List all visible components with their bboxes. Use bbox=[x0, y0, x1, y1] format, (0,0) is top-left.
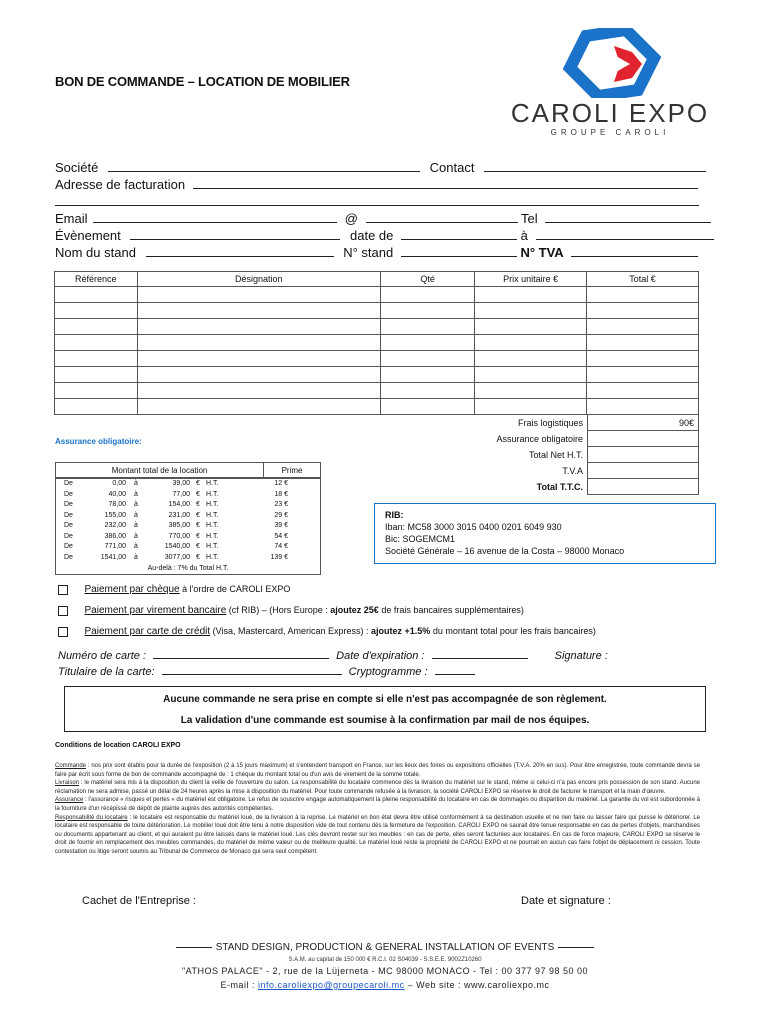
insurance-cell: € bbox=[196, 553, 200, 561]
carte-checkbox[interactable] bbox=[58, 627, 68, 637]
order-cell[interactable] bbox=[587, 383, 699, 399]
virement-checkbox[interactable] bbox=[58, 606, 68, 616]
order-cell[interactable] bbox=[587, 319, 699, 335]
order-row bbox=[55, 335, 699, 351]
order-cell[interactable] bbox=[55, 399, 138, 415]
col-prix-unitaire: Prix unitaire € bbox=[475, 272, 587, 287]
insurance-cell: H.T. bbox=[206, 511, 219, 519]
order-cell[interactable] bbox=[137, 335, 381, 351]
order-cell[interactable] bbox=[55, 287, 138, 303]
societe-label: Société bbox=[55, 160, 99, 175]
insurance-cell: 29 € bbox=[274, 511, 288, 519]
insurance-cell: 78,00 bbox=[108, 501, 126, 508]
insurance-cell: 770,00 bbox=[168, 532, 190, 540]
insurance-cell: € bbox=[196, 480, 200, 487]
totals-label: Total T.T.C. bbox=[479, 479, 588, 495]
footer-tagline-text: STAND DESIGN, PRODUCTION & GENERAL INSTALLATION OF EVENTS bbox=[215, 942, 555, 953]
order-cell[interactable] bbox=[587, 367, 699, 383]
cryptogramme-field[interactable] bbox=[435, 662, 475, 675]
order-cell[interactable] bbox=[475, 383, 587, 399]
order-cell[interactable] bbox=[381, 383, 475, 399]
card-row-1 bbox=[58, 646, 608, 662]
order-row bbox=[55, 287, 699, 303]
insurance-cell: H.T. bbox=[206, 543, 219, 550]
insurance-cell: 385,00 bbox=[168, 522, 190, 529]
totals-label: T.V.A bbox=[479, 463, 588, 479]
rib-bic: Bic: SOGEMCM1 bbox=[385, 534, 456, 544]
n-stand-label: N° stand bbox=[343, 245, 394, 260]
order-cell[interactable] bbox=[137, 351, 381, 367]
insurance-row bbox=[56, 553, 320, 564]
insurance-cell: à bbox=[134, 543, 138, 550]
n-stand-field[interactable] bbox=[401, 244, 517, 257]
tel-label: Tel bbox=[520, 211, 538, 226]
order-cell[interactable] bbox=[381, 351, 475, 367]
payment-virement bbox=[58, 605, 524, 616]
insurance-cell: 139 € bbox=[270, 553, 288, 561]
insurance-cell: 12 € bbox=[274, 480, 288, 487]
order-table bbox=[54, 271, 699, 415]
logo-subtitle: GROUPE CAROLI bbox=[550, 128, 670, 137]
order-cell[interactable] bbox=[587, 399, 699, 415]
insurance-row bbox=[56, 500, 320, 511]
insurance-cell: 54 € bbox=[274, 532, 288, 540]
totals-row bbox=[479, 447, 699, 463]
evenement-field[interactable] bbox=[130, 227, 340, 240]
insurance-row bbox=[56, 521, 320, 532]
insurance-cell: 0,00 bbox=[112, 480, 126, 487]
order-cell[interactable] bbox=[137, 303, 381, 319]
form-row-stand bbox=[55, 244, 698, 260]
insurance-cell: De bbox=[64, 553, 73, 561]
insurance-row bbox=[56, 542, 320, 553]
totals-value[interactable] bbox=[588, 479, 699, 495]
n-tva-label: N° TVA bbox=[520, 245, 564, 260]
insurance-cell: 39,00 bbox=[172, 480, 190, 487]
order-cell[interactable] bbox=[137, 367, 381, 383]
insurance-cell: 1540,00 bbox=[164, 543, 190, 550]
footer-contact bbox=[0, 980, 770, 990]
insurance-cell: De bbox=[64, 511, 73, 519]
insurance-row bbox=[56, 532, 320, 543]
evenement-label: Évènement bbox=[55, 228, 121, 243]
insurance-cell: € bbox=[196, 511, 200, 519]
order-cell[interactable] bbox=[137, 399, 381, 415]
titulaire-label: Titulaire de la carte: bbox=[58, 666, 155, 678]
virement-bold: ajoutez 25€ bbox=[330, 605, 379, 615]
cond-livraison: : le matériel sera mis à la disposition du client la veille de l'ouverture du salon. La responsabilité du locataire commence dès la livraison du matériel sur le stand, même si celui-ci n'a pas encore pris possession de son stand. Aucune réclamation ne sera admise, passé un délai de 24 heures après la mise à disposition du matériel. Pour toute commande refusée à la livraison, la société CAROLI EXPO se réserve le droit de facturer le transport et la main d'œuvre. bbox=[55, 780, 700, 795]
date-de-label: date de bbox=[350, 228, 394, 243]
totals-label: Frais logistiques bbox=[479, 415, 588, 431]
insurance-cell: De bbox=[64, 501, 73, 508]
insurance-row bbox=[56, 479, 320, 490]
conditions-text bbox=[55, 762, 700, 857]
footer-tagline bbox=[0, 942, 770, 953]
totals-row bbox=[479, 415, 699, 431]
cond-resp: : le locataire est responsable du matériel loué, de la livraison à la reprise. Le matériel en bon état devra être utilisé conformément à sa destination usuelle et ne rien faire ou laisser faire qui puisse le détériorer. Le locataire est responsable de toute détérioration. Le mobilier loué doit être tenu à notre disposition vide de tout contenu dès la fermeture de l'exposition. CAROLI EXPO ne saurait être tenue responsable en cas de pertes d'objets, marchandises ou documents appartenant au client, et qui auraient pu être laissés dans le matériel loué. Les clés devront rester sur les meubles : en cas de perte, elles seront facturées aux locataires. En cas de force majeure, CAROLI EXPO se réserve le droit de fournir en remplacement des meubles commandés, du matériel de même valeur ou de meilleure qualité. Le matériel loué reste la propriété de CAROLI EXPO et ne pourrait en aucun cas faire l'objet de déplacement ni cession. Toute contestation ou litige seront soumis au Tribunal de Commerce de Monaco qui sera seul compétent. bbox=[55, 814, 701, 855]
carte-rest2: du montant total pour les frais bancaires) bbox=[430, 626, 596, 636]
adresse-label: Adresse de facturation bbox=[55, 177, 186, 192]
email-label: Email bbox=[55, 211, 88, 226]
order-cell[interactable] bbox=[587, 287, 699, 303]
footer-address: "ATHOS PALACE" - 2, rue de la Lüjerneta - MC 98000 MONACO - Tel : 00 377 97 98 50 00 bbox=[181, 966, 589, 976]
cond-assurance: : l'assurance « risques et pertes » du matériel est obligatoire. Le refus de souscrire engage automatiquement la pleine responsabilité du locataire en cas de dommages ou disparition du matériel. La garantie du vol est subordonnée à la fourniture d'un récépissé de dépôt de plainte auprès des autorités compétentes. bbox=[55, 797, 700, 812]
insurance-cell: à bbox=[134, 532, 138, 540]
tel-field[interactable] bbox=[545, 210, 711, 223]
totals-value[interactable] bbox=[588, 447, 699, 463]
form-row-societe bbox=[55, 159, 706, 175]
insurance-cell: De bbox=[64, 532, 73, 540]
insurance-col-amount: Montant total de la location bbox=[56, 463, 264, 478]
insurance-beyond: Au-delà : 7% du Total H.T. bbox=[147, 565, 229, 572]
insurance-cell: H.T. bbox=[206, 532, 219, 540]
insurance-table bbox=[55, 462, 321, 575]
footer-legal: S.A.M. au capital de 150 000 € R.C.I. 02 S04039 - S.S.E.E. 9002Z10260 bbox=[288, 957, 482, 963]
insurance-cell: 231,00 bbox=[168, 511, 190, 519]
virement-rest1: (cf RIB) – (Hors Europe : bbox=[226, 605, 331, 615]
order-cell[interactable] bbox=[475, 287, 587, 303]
insurance-cell: € bbox=[196, 532, 200, 540]
insurance-cell: 23 € bbox=[274, 501, 288, 508]
insurance-cell: à bbox=[134, 490, 138, 498]
order-row bbox=[55, 303, 699, 319]
insurance-cell: H.T. bbox=[206, 490, 219, 498]
email-domain-field[interactable] bbox=[366, 210, 518, 223]
order-row bbox=[55, 319, 699, 335]
notice-box bbox=[64, 686, 706, 732]
totals-label: Assurance obligatoire bbox=[479, 431, 588, 447]
footer-email-prefix: E-mail : bbox=[220, 980, 258, 990]
contact-field[interactable] bbox=[484, 159, 706, 172]
insurance-body bbox=[55, 478, 321, 575]
at-label: @ bbox=[344, 211, 358, 226]
cond-resp-label: Responsabilité du locataire bbox=[55, 814, 128, 821]
notice-line-2: La validation d'une commande est soumise à la confirmation par mail de nos équipes. bbox=[180, 715, 590, 726]
order-cell[interactable] bbox=[381, 303, 475, 319]
cheque-rest: à l'ordre de CAROLI EXPO bbox=[179, 584, 291, 594]
order-cell[interactable] bbox=[475, 399, 587, 415]
virement-rest2: de frais bancaires supplémentaires) bbox=[378, 605, 524, 615]
col-designation: Désignation bbox=[137, 272, 381, 287]
notice-line-1: Aucune commande ne sera prise en compte si elle n'est pas accompagnée de son règlement. bbox=[163, 694, 607, 705]
insurance-cell: De bbox=[64, 543, 73, 550]
order-cell[interactable] bbox=[55, 351, 138, 367]
date-a-field[interactable] bbox=[536, 227, 714, 240]
insurance-cell: à bbox=[134, 501, 138, 508]
insurance-cell: 771,00 bbox=[104, 543, 126, 550]
col-reference: Référence bbox=[55, 272, 138, 287]
insurance-row bbox=[56, 490, 320, 501]
totals-value[interactable] bbox=[588, 431, 699, 447]
logo-name: CAROLI EXPO bbox=[510, 98, 710, 128]
insurance-cell: 40,00 bbox=[108, 490, 126, 498]
order-cell[interactable] bbox=[55, 367, 138, 383]
insurance-cell: 386,00 bbox=[104, 532, 126, 540]
cond-livraison-label: Livraison bbox=[55, 780, 80, 787]
order-row bbox=[55, 351, 699, 367]
order-cell[interactable] bbox=[55, 319, 138, 335]
societe-field[interactable] bbox=[108, 159, 420, 172]
order-cell[interactable] bbox=[587, 303, 699, 319]
payment-carte bbox=[58, 626, 596, 637]
card-number-field[interactable] bbox=[153, 646, 329, 659]
virement-label: Paiement par virement bancaire bbox=[84, 605, 227, 616]
totals-label: Total Net H.T. bbox=[479, 447, 588, 463]
order-cell[interactable] bbox=[381, 287, 475, 303]
insurance-cell: H.T. bbox=[206, 501, 219, 508]
insurance-cell: 39 € bbox=[274, 522, 288, 529]
order-cell[interactable] bbox=[137, 287, 381, 303]
page-title: BON DE COMMANDE – LOCATION DE MOBILIER bbox=[55, 74, 350, 89]
insurance-cell: 1541,00 bbox=[100, 553, 126, 561]
cond-assurance-label: Assurance bbox=[55, 797, 84, 804]
carte-bold: ajoutez +1.5% bbox=[371, 626, 431, 636]
footer-web: – Web site : www.caroliexpo.mc bbox=[404, 980, 550, 990]
col-total: Total € bbox=[587, 272, 699, 287]
order-row bbox=[55, 399, 699, 415]
signature-label: Signature : bbox=[554, 650, 608, 662]
order-cell[interactable] bbox=[381, 335, 475, 351]
order-row bbox=[55, 367, 699, 383]
insurance-col-premium: Prime bbox=[264, 463, 321, 478]
insurance-cell: H.T. bbox=[206, 480, 219, 487]
order-cell[interactable] bbox=[475, 303, 587, 319]
totals-row bbox=[479, 463, 699, 479]
order-cell[interactable] bbox=[381, 319, 475, 335]
order-cell[interactable] bbox=[381, 399, 475, 415]
form-row-email bbox=[55, 210, 711, 226]
cond-commande: : nos prix sont établis pour la durée de l'exposition (2 à 15 jours maximum) et s'entendent transport en France, sur les lieux des foires ou expositions officielles (T.V.A. 20% en sus). Pour être enregistrée, toute commande devra se faire par écrit sous forme de bon de commande accompagné de : 1 chèque du montant total ou d'un avis de virement de la somme totale. bbox=[55, 763, 700, 778]
footer-email-link[interactable]: info.caroliexpo@groupecaroli.mc bbox=[257, 980, 405, 990]
rib-bank: Société Générale – 16 avenue de la Costa – 98000 Monaco bbox=[385, 546, 625, 556]
insurance-cell: De bbox=[64, 490, 73, 498]
insurance-cell: De bbox=[64, 480, 73, 487]
insurance-cell: H.T. bbox=[206, 522, 219, 529]
expiration-field[interactable] bbox=[432, 646, 528, 659]
insurance-cell: à bbox=[134, 480, 138, 487]
insurance-cell: 155,00 bbox=[104, 511, 126, 519]
order-row bbox=[55, 383, 699, 399]
carte-rest1: (Visa, Mastercard, American Express) : bbox=[210, 626, 372, 636]
insurance-cell: 74 € bbox=[274, 543, 288, 550]
col-qte: Qté bbox=[381, 272, 475, 287]
order-cell[interactable] bbox=[587, 351, 699, 367]
insurance-cell: H.T. bbox=[206, 553, 219, 561]
expiration-label: Date d'expiration : bbox=[336, 650, 425, 662]
order-cell[interactable] bbox=[55, 383, 138, 399]
totals-row bbox=[479, 431, 699, 447]
adresse-field-2[interactable] bbox=[55, 193, 699, 206]
n-tva-field[interactable] bbox=[571, 244, 698, 257]
order-cell[interactable] bbox=[55, 303, 138, 319]
adresse-field[interactable] bbox=[193, 176, 698, 189]
rib-iban: Iban: MC58 3000 3015 0400 0201 6049 930 bbox=[385, 522, 562, 532]
order-table-header bbox=[55, 272, 699, 287]
titulaire-field[interactable] bbox=[162, 662, 342, 675]
insurance-cell: € bbox=[196, 543, 200, 550]
card-number-label: Numéro de carte : bbox=[58, 650, 147, 662]
insurance-cell: € bbox=[196, 522, 200, 529]
date-de-field[interactable] bbox=[401, 227, 517, 240]
cond-commande-label: Commande bbox=[55, 763, 87, 769]
form-row-adresse bbox=[55, 176, 698, 192]
order-cell[interactable] bbox=[381, 367, 475, 383]
order-cell[interactable] bbox=[475, 335, 587, 351]
order-cell[interactable] bbox=[137, 383, 381, 399]
card-row-2 bbox=[58, 662, 475, 678]
insurance-row bbox=[56, 511, 320, 522]
cryptogramme-label: Cryptogramme : bbox=[348, 666, 428, 678]
order-cell[interactable] bbox=[55, 335, 138, 351]
form-row-evenement bbox=[55, 227, 714, 243]
order-cell[interactable] bbox=[475, 367, 587, 383]
order-cell[interactable] bbox=[475, 319, 587, 335]
insurance-cell: € bbox=[196, 501, 200, 508]
nom-stand-label: Nom du stand bbox=[55, 245, 136, 260]
rib-box bbox=[374, 503, 716, 564]
insurance-cell: 154,00 bbox=[168, 501, 190, 508]
insurance-cell: à bbox=[134, 511, 138, 519]
rib-title: RIB: bbox=[385, 510, 404, 520]
insurance-cell: à bbox=[134, 553, 138, 561]
totals-table bbox=[479, 414, 699, 495]
totals-value[interactable] bbox=[588, 463, 699, 479]
date-a-label: à bbox=[520, 228, 528, 243]
insurance-cell: De bbox=[64, 522, 73, 529]
insurance-cell: € bbox=[196, 490, 200, 498]
company-logo bbox=[504, 28, 716, 136]
logo-hexagon-icon bbox=[504, 28, 716, 98]
cheque-checkbox[interactable] bbox=[58, 585, 68, 595]
insurance-cell: 3077,00 bbox=[164, 553, 190, 561]
contact-label: Contact bbox=[429, 160, 475, 175]
date-signature-label: Date et signature : bbox=[521, 895, 611, 907]
insurance-title: Assurance obligatoire: bbox=[55, 437, 142, 446]
totals-value[interactable]: 90€ bbox=[588, 415, 699, 431]
totals-row bbox=[479, 479, 699, 495]
email-field[interactable] bbox=[93, 210, 337, 223]
insurance-cell: 18 € bbox=[274, 490, 288, 498]
payment-cheque bbox=[58, 584, 290, 595]
insurance-cell: 232,00 bbox=[104, 522, 126, 529]
form-row-adresse-2 bbox=[55, 193, 699, 209]
nom-stand-field[interactable] bbox=[146, 244, 334, 257]
order-cell[interactable] bbox=[475, 351, 587, 367]
carte-label: Paiement par carte de crédit bbox=[84, 626, 211, 637]
order-cell[interactable] bbox=[587, 335, 699, 351]
conditions-title: Conditions de location CAROLI EXPO bbox=[55, 742, 181, 749]
insurance-cell: 77,00 bbox=[172, 490, 190, 498]
cachet-label: Cachet de l'Entreprise : bbox=[82, 895, 196, 907]
cheque-label: Paiement par chèque bbox=[84, 584, 180, 595]
insurance-cell: à bbox=[134, 522, 138, 529]
order-cell[interactable] bbox=[137, 319, 381, 335]
